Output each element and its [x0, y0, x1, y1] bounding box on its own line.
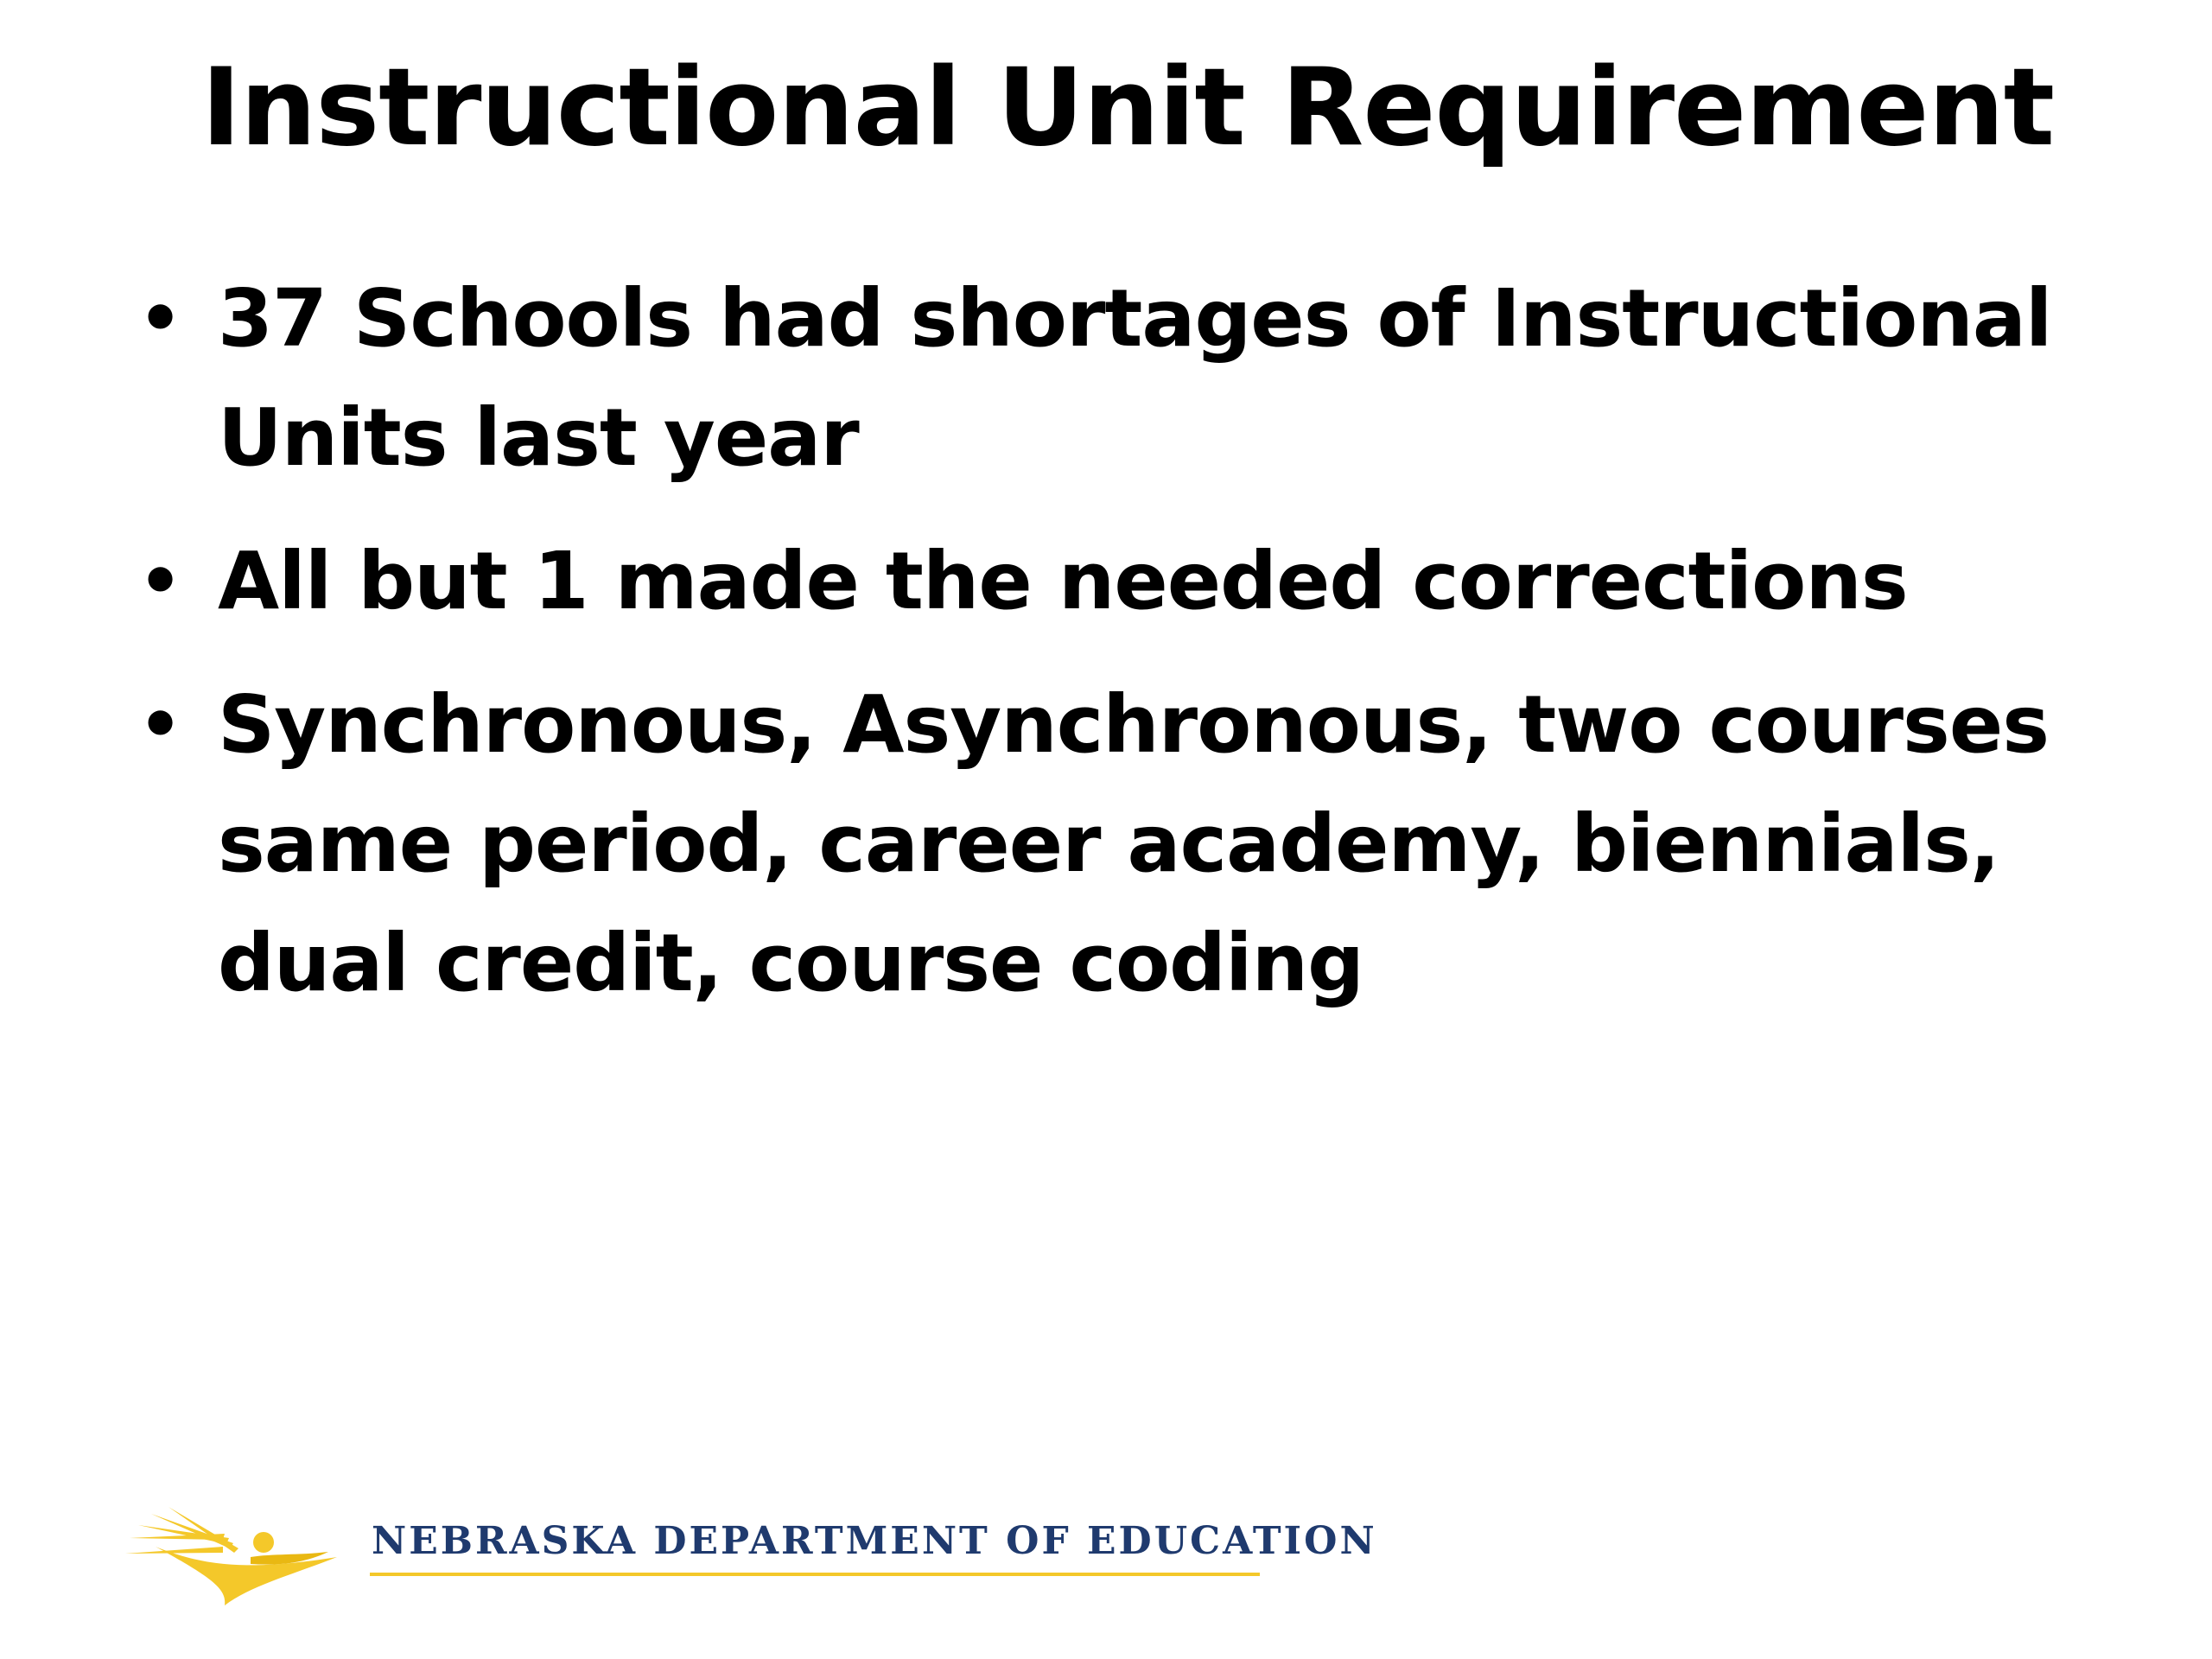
bullet-item	[130, 522, 2117, 641]
bullet-list	[130, 259, 2117, 1047]
footer	[121, 1503, 1377, 1616]
footer-underline	[370, 1573, 1260, 1576]
bullet-text: All but 1 made the needed corrections	[218, 535, 1908, 627]
slide-title: Instructional Unit Requirement	[200, 46, 2055, 170]
bullet-marker: •	[138, 684, 182, 765]
bullet-marker: •	[138, 278, 182, 359]
bullet-text: Synchronous, Asynchronous, two courses same period, career academy, biennials, dual credit, course coding	[218, 678, 2049, 1009]
bullet-item	[130, 259, 2117, 498]
bullet-text: 37 Schools had shortages of Instructional Units last year	[218, 272, 2052, 484]
nde-swoosh-figure-icon	[121, 1503, 346, 1616]
organization-name: NEBRASKA DEPARTMENT OF EDUCATION	[372, 1519, 1377, 1563]
bullet-marker: •	[138, 541, 182, 621]
bullet-item	[130, 665, 2117, 1023]
